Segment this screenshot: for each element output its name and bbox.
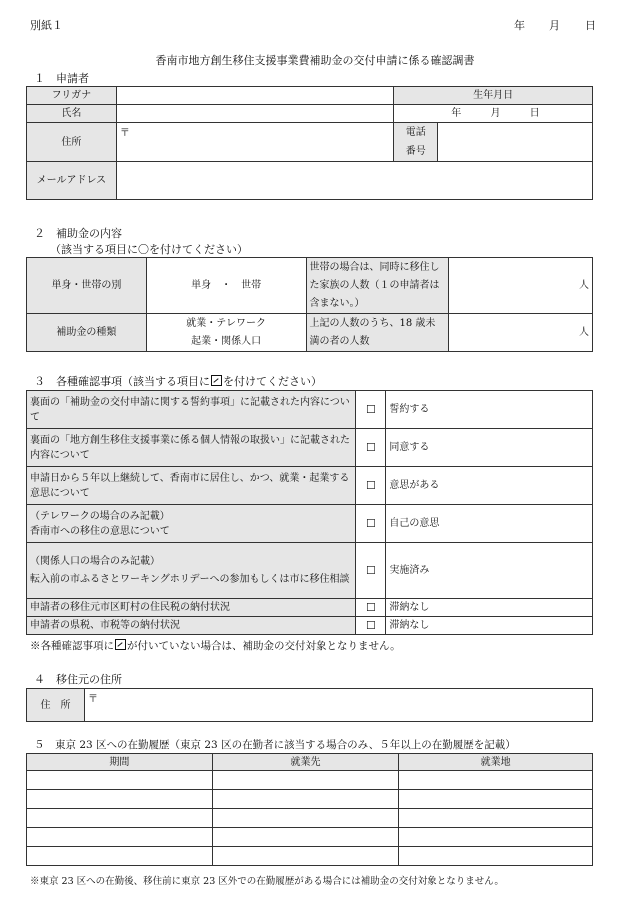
phone-field[interactable]: [438, 123, 593, 162]
table-row: [27, 828, 593, 847]
section3-heading-text: ３ 各種確認事項（該当する項目に: [34, 375, 210, 388]
table-row: [27, 809, 593, 828]
workplace-cell[interactable]: [399, 771, 593, 790]
name-label: 氏名: [27, 105, 117, 123]
confirm-checkbox[interactable]: ☐: [356, 505, 386, 543]
period-cell[interactable]: [27, 847, 213, 866]
section4-heading: ４ 移住元の住所: [34, 673, 122, 686]
confirm-answer: 同意する: [386, 429, 593, 467]
section2-note: （該当する項目に〇を付けてください）: [50, 243, 248, 256]
table-row: [27, 790, 593, 809]
confirm-question: 申請者の県税、市税等の納付状況: [27, 617, 356, 635]
minor-count-field[interactable]: [449, 314, 593, 352]
section3-footnote: [30, 638, 401, 653]
minor-count-unit: 人: [579, 327, 589, 338]
confirm-checkbox[interactable]: ☐: [356, 467, 386, 505]
furigana-field[interactable]: [116, 87, 393, 105]
date-month: 月: [549, 19, 560, 32]
confirm-answer: 誓約する: [386, 391, 593, 429]
family-count-unit: 人: [579, 280, 589, 291]
confirm-question: 申請日から５年以上継続して、香南市に居住し、かつ、就業・起業する意思について: [27, 467, 356, 505]
confirm-answer: 滞納なし: [386, 617, 593, 635]
furigana-label: フリガナ: [27, 87, 117, 105]
section5-footnote: ※東京 23 区への在勤後、移住前に東京 23 区外での在勤履歴がある場合には補助金の交付対象となりません。: [30, 876, 504, 887]
confirm-question: （テレワークの場合のみ記載） 香南市への移住の意思について: [27, 505, 356, 543]
confirm-answer: 実施済み: [386, 543, 593, 599]
confirm-checkbox[interactable]: ☐: [356, 429, 386, 467]
employer-cell[interactable]: [212, 809, 399, 828]
work-history-table: [26, 753, 593, 866]
period-cell[interactable]: [27, 809, 213, 828]
period-header: 期間: [27, 754, 213, 771]
origin-address-label: 住 所: [27, 689, 85, 722]
workplace-cell[interactable]: [399, 828, 593, 847]
address-field[interactable]: [116, 123, 393, 162]
workplace-cell[interactable]: [399, 847, 593, 866]
confirmation-table: [26, 390, 593, 635]
single-family-options[interactable]: 単身 ・ 世帯: [146, 258, 306, 314]
table-row: [27, 847, 593, 866]
name-field[interactable]: [116, 105, 393, 123]
section3-footnote-tail: が付いていない場合は、補助金の交付対象となりません。: [127, 640, 401, 652]
workplace-cell[interactable]: [399, 790, 593, 809]
subsidy-type-option2: 起業・関係人口: [191, 335, 262, 347]
table-row: [27, 771, 593, 790]
phone-label: 電話 番号: [394, 123, 438, 162]
birthdate-field[interactable]: [394, 105, 593, 123]
employer-cell[interactable]: [212, 790, 399, 809]
confirm-answer: 自己の意思: [386, 505, 593, 543]
single-family-label: 単身・世帯の別: [27, 258, 147, 314]
workplace-cell[interactable]: [399, 809, 593, 828]
employer-cell[interactable]: [212, 828, 399, 847]
subsidy-type-label: 補助金の種類: [27, 314, 147, 352]
confirm-question: 申請者の移住元市区町村の住民税の納付状況: [27, 599, 356, 617]
checked-box-icon: [211, 375, 222, 386]
confirm-question: （関係人口の場合のみ記載） 転入前の市ふるさとワーキングホリデーへの参加もしくは市に移住相談: [27, 543, 356, 599]
confirm-checkbox[interactable]: ☐: [356, 599, 386, 617]
email-label: メールアドレス: [27, 162, 117, 200]
period-cell[interactable]: [27, 828, 213, 847]
birth-year: 年: [451, 108, 462, 119]
minor-count-label: 上記の人数のうち、18 歳未満の者の人数: [306, 314, 449, 352]
address-label: 住所: [27, 123, 117, 162]
annex-label: 別紙１: [30, 19, 63, 32]
confirm-question: 裏面の「地方創生移住支援事業に係る個人情報の取扱い」に記載された内容について: [27, 429, 356, 467]
section3-heading-tail: を付けてください）: [223, 375, 322, 388]
subsidy-type-option1: 就業・テレワーク: [186, 317, 267, 329]
family-count-field[interactable]: [449, 258, 593, 314]
origin-address-field[interactable]: [84, 689, 592, 722]
origin-address-table: [26, 688, 593, 722]
section3-heading: [34, 373, 322, 389]
postal-mark: 〒: [87, 694, 98, 705]
employer-header: 就業先: [212, 754, 399, 771]
postal-mark: 〒: [119, 128, 130, 139]
birthdate-label: 生年月日: [394, 87, 593, 105]
email-field[interactable]: [116, 162, 592, 200]
section5-heading: ５ 東京 23 区への在勤履歴（東京 23 区の在勤者に該当する場合のみ、５年以上の在勤履歴を記載）: [34, 739, 516, 751]
confirm-checkbox[interactable]: ☐: [356, 543, 386, 599]
subsidy-type-options[interactable]: [146, 314, 306, 352]
employer-cell[interactable]: [212, 847, 399, 866]
confirm-answer: 滞納なし: [386, 599, 593, 617]
section1-heading: １ 申請者: [34, 72, 89, 85]
section3-footnote-head: ※各種確認事項に: [30, 640, 114, 652]
confirm-checkbox[interactable]: ☐: [356, 391, 386, 429]
date-year: 年: [514, 19, 525, 32]
period-cell[interactable]: [27, 790, 213, 809]
workplace-header: 就業地: [399, 754, 593, 771]
checked-box-icon: [115, 639, 126, 650]
employer-cell[interactable]: [212, 771, 399, 790]
confirm-question: 裏面の「補助金の交付申請に関する誓約事項」に記載された内容について: [27, 391, 356, 429]
family-count-label: 世帯の場合は、同時に移住した家族の人数（１の申請者は含まない。）: [306, 258, 449, 314]
applicant-table: [26, 86, 593, 200]
birth-month: 月: [490, 108, 501, 119]
subsidy-table: [26, 257, 593, 352]
period-cell[interactable]: [27, 771, 213, 790]
confirm-answer: 意思がある: [386, 467, 593, 505]
section2-heading: ２ 補助金の内容: [34, 227, 122, 240]
date-day: 日: [585, 19, 596, 32]
birth-day: 日: [529, 108, 540, 119]
confirm-checkbox[interactable]: ☐: [356, 617, 386, 635]
document-title: 香南市地方創生移住支援事業費補助金の交付申請に係る確認調書: [155, 54, 475, 67]
